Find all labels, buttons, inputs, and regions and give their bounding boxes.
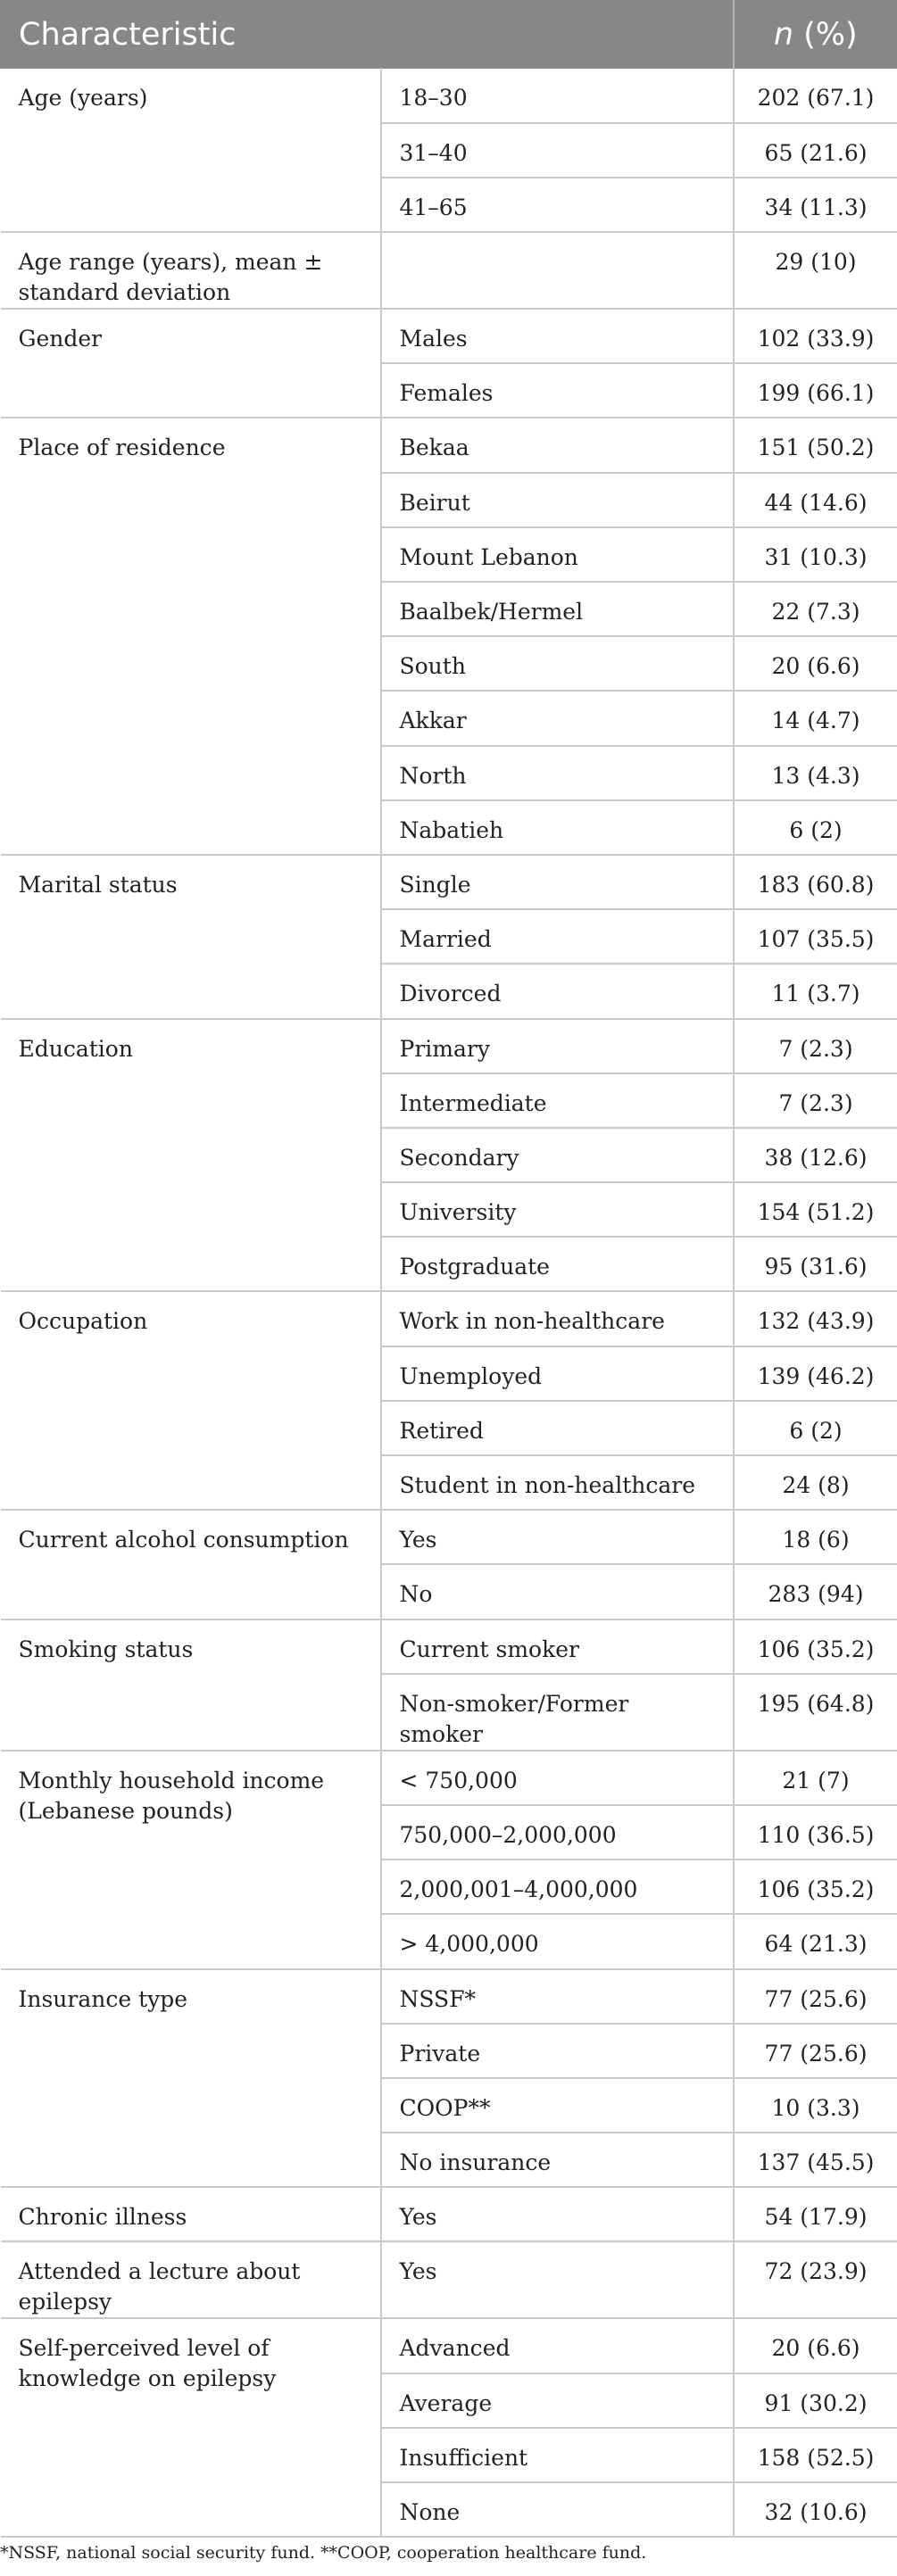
value-cell: 11 (3.7): [734, 964, 897, 1018]
value-cell: 64 (21.3): [734, 1914, 897, 1968]
value-cell: 139 (46.2): [734, 1346, 897, 1401]
characteristic-cell: Current alcohol consumption: [1, 1510, 381, 1619]
category-cell: North: [381, 746, 734, 800]
value-cell: 151 (50.2): [734, 418, 897, 472]
value-cell: 10 (3.3): [734, 2078, 897, 2133]
category-cell: Males: [381, 309, 734, 363]
category-cell: Yes: [381, 2241, 734, 2318]
category-cell: Married: [381, 909, 734, 964]
category-cell: 41–65: [381, 178, 734, 232]
value-cell: 65 (21.6): [734, 123, 897, 178]
category-cell: Yes: [381, 1510, 734, 1564]
value-cell: 14 (4.7): [734, 691, 897, 745]
value-cell: 107 (35.5): [734, 909, 897, 964]
table-row: [1, 232, 897, 309]
value-cell: 6 (2): [734, 1401, 897, 1455]
category-cell: Current smoker: [381, 1619, 734, 1674]
value-cell: 31 (10.3): [734, 527, 897, 582]
table-row: [1, 1019, 897, 1073]
table-row: [1, 1969, 897, 2024]
value-cell: 106 (35.2): [734, 1860, 897, 1914]
value-cell: 44 (14.6): [734, 473, 897, 527]
characteristic-cell: Smoking status: [1, 1619, 381, 1751]
category-cell: 750,000–2,000,000: [381, 1805, 734, 1860]
value-cell: 38 (12.6): [734, 1128, 897, 1182]
value-cell: 20 (6.6): [734, 636, 897, 691]
value-cell: 95 (31.6): [734, 1237, 897, 1291]
value-cell: 34 (11.3): [734, 178, 897, 232]
characteristic-cell: Age range (years), mean ± standard deviation: [1, 232, 381, 309]
category-cell: Females: [381, 363, 734, 418]
category-cell: Nabatieh: [381, 800, 734, 855]
category-cell: None: [381, 2482, 734, 2537]
value-cell: 158 (52.5): [734, 2428, 897, 2482]
table-row: [1, 309, 897, 363]
category-cell: Intermediate: [381, 1073, 734, 1128]
category-cell: University: [381, 1182, 734, 1237]
category-cell: Retired: [381, 1401, 734, 1455]
value-cell: 7 (2.3): [734, 1073, 897, 1128]
value-cell: 195 (64.8): [734, 1674, 897, 1751]
category-cell: Baalbek/Hermel: [381, 582, 734, 636]
value-cell: 110 (36.5): [734, 1805, 897, 1860]
value-cell: 13 (4.3): [734, 746, 897, 800]
category-cell: Yes: [381, 2187, 734, 2241]
category-cell: Student in non-healthcare: [381, 1455, 734, 1510]
value-cell: 91 (30.2): [734, 2373, 897, 2428]
header-n: n: [773, 16, 793, 53]
category-cell: Non-smoker/Former smoker: [381, 1674, 734, 1751]
table-header: [1, 1, 897, 69]
category-cell: Bekaa: [381, 418, 734, 472]
table-row: [1, 1619, 897, 1674]
category-cell: Akkar: [381, 691, 734, 745]
category-cell: Beirut: [381, 473, 734, 527]
table-row: [1, 1751, 897, 1805]
value-cell: 102 (33.9): [734, 309, 897, 363]
value-cell: 106 (35.2): [734, 1619, 897, 1674]
category-cell: Average: [381, 2373, 734, 2428]
value-cell: 202 (67.1): [734, 69, 897, 123]
characteristic-cell: Gender: [1, 309, 381, 418]
characteristic-cell: Insurance type: [1, 1969, 381, 2188]
header-row: [1, 1, 897, 69]
category-cell: < 750,000: [381, 1751, 734, 1805]
category-cell: Work in non-healthcare: [381, 1291, 734, 1346]
category-cell: 18–30: [381, 69, 734, 123]
value-cell: 72 (23.9): [734, 2241, 897, 2318]
category-cell: No: [381, 1564, 734, 1619]
value-cell: 20 (6.6): [734, 2318, 897, 2373]
table-body: [1, 69, 897, 2538]
category-cell: 2,000,001–4,000,000: [381, 1860, 734, 1914]
value-cell: 29 (10): [734, 232, 897, 309]
value-cell: 77 (25.6): [734, 2024, 897, 2078]
value-cell: 154 (51.2): [734, 1182, 897, 1237]
characteristic-cell: Age (years): [1, 69, 381, 233]
table-row: [1, 1510, 897, 1564]
characteristic-cell: Place of residence: [1, 418, 381, 855]
category-cell: Primary: [381, 1019, 734, 1073]
value-cell: 7 (2.3): [734, 1019, 897, 1073]
value-cell: 199 (66.1): [734, 363, 897, 418]
value-cell: 137 (45.5): [734, 2133, 897, 2187]
category-cell: Single: [381, 855, 734, 909]
category-cell: Mount Lebanon: [381, 527, 734, 582]
header-characteristic: Characteristic: [1, 1, 734, 69]
category-cell: Secondary: [381, 1128, 734, 1182]
table-row: [1, 2241, 897, 2318]
category-cell: Insufficient: [381, 2428, 734, 2482]
value-cell: 22 (7.3): [734, 582, 897, 636]
value-cell: 32 (10.6): [734, 2482, 897, 2537]
value-cell: 54 (17.9): [734, 2187, 897, 2241]
category-cell: Private: [381, 2024, 734, 2078]
characteristic-cell: Education: [1, 1019, 381, 1292]
value-cell: 24 (8): [734, 1455, 897, 1510]
characteristic-cell: Marital status: [1, 855, 381, 1019]
value-cell: 132 (43.9): [734, 1291, 897, 1346]
table-row: [1, 2318, 897, 2373]
category-cell: South: [381, 636, 734, 691]
category-cell: Advanced: [381, 2318, 734, 2373]
value-cell: 21 (7): [734, 1751, 897, 1805]
value-cell: 77 (25.6): [734, 1969, 897, 2024]
characteristic-cell: Monthly household income (Lebanese pounds): [1, 1751, 381, 1969]
category-cell: NSSF*: [381, 1969, 734, 2024]
table-footnote: *NSSF, national social security fund. **COOP, cooperation healthcare fund.: [0, 2543, 647, 2563]
value-cell: 6 (2): [734, 800, 897, 855]
header-n-percent: [734, 1, 897, 69]
category-cell: 31–40: [381, 123, 734, 178]
table-row: [1, 69, 897, 123]
category-cell: Unemployed: [381, 1346, 734, 1401]
table-row: [1, 2187, 897, 2241]
category-cell: No insurance: [381, 2133, 734, 2187]
header-percent: (%): [793, 16, 858, 53]
value-cell: 283 (94): [734, 1564, 897, 1619]
table-row: [1, 855, 897, 909]
value-cell: 18 (6): [734, 1510, 897, 1564]
characteristic-cell: Occupation: [1, 1291, 381, 1510]
table-row: [1, 418, 897, 472]
value-cell: 183 (60.8): [734, 855, 897, 909]
category-cell: Divorced: [381, 964, 734, 1018]
characteristic-cell: Chronic illness: [1, 2187, 381, 2241]
category-cell: COOP**: [381, 2078, 734, 2133]
table-row: [1, 1291, 897, 1346]
category-cell: Postgraduate: [381, 1237, 734, 1291]
category-cell: [381, 232, 734, 309]
characteristic-cell: Attended a lecture about epilepsy: [1, 2241, 381, 2318]
characteristic-cell: Self-perceived level of knowledge on epilepsy: [1, 2318, 381, 2537]
category-cell: > 4,000,000: [381, 1914, 734, 1968]
